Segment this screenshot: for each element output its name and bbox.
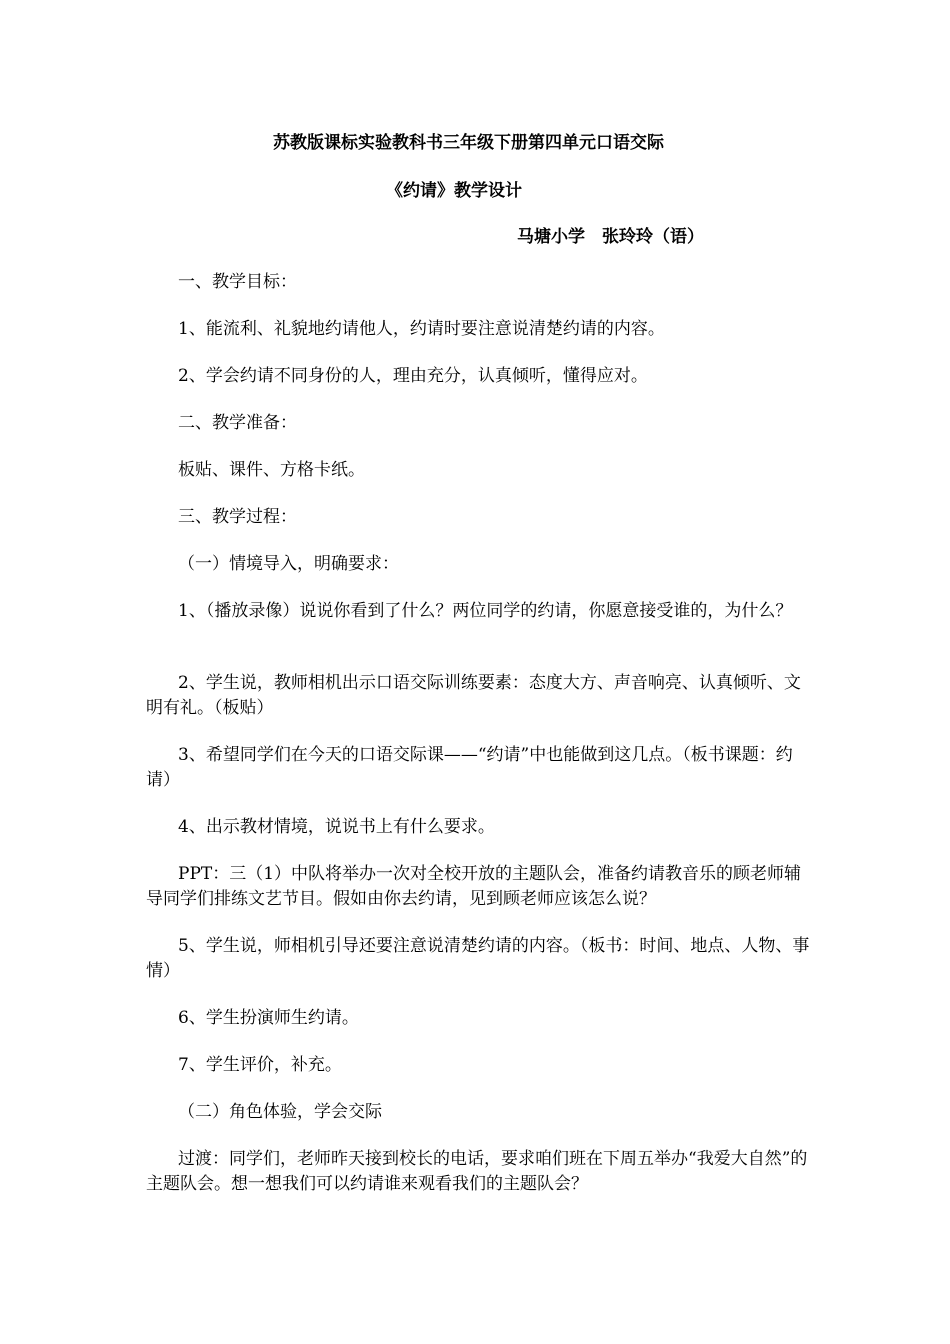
- section-heading-goals: 一、教学目标：: [178, 272, 297, 292]
- paragraph: 3、希望同学们在今天的口语交际课——“约请”中也能做到这几点。（板书课题：约请）: [146, 745, 793, 790]
- subsection-heading: （二）角色体验，学会交际: [178, 1102, 382, 1122]
- document-author: 马塘小学 张玲玲（语）: [517, 227, 704, 247]
- section-heading-preparation: 二、教学准备：: [178, 413, 297, 433]
- section-heading-process: 三、教学过程：: [178, 507, 297, 527]
- paragraph: 4、出示教材情境，说说书上有什么要求。: [178, 817, 495, 837]
- subsection-heading: （一）情境导入，明确要求：: [178, 554, 399, 574]
- paragraph: 1、（播放录像）说说你看到了什么？两位同学的约请，你愿意接受谁的，为什么？: [178, 601, 793, 621]
- document-subtitle: 《约请》教学设计: [386, 181, 522, 201]
- paragraph: 2、学生说，教师相机出示口语交际训练要素：态度大方、声音响亮、认真倾听、文明有礼。（板贴）: [146, 673, 801, 718]
- document-title: 苏教版课标实验教科书三年级下册第四单元口语交际: [273, 133, 664, 153]
- paragraph: 过渡：同学们，老师昨天接到校长的电话，要求咱们班在下周五举办“我爱大自然”的主题队会。想一想我们可以约请谁来观看我们的主题队会？: [146, 1149, 808, 1194]
- paragraph: 5、学生说，师相机引导还要注意说清楚约请的内容。（板书：时间、地点、人物、事情）: [146, 936, 810, 981]
- paragraph: 6、学生扮演师生约请。: [178, 1008, 359, 1028]
- paragraph: PPT：三（1）中队将举办一次对全校开放的主题队会，准备约请教音乐的顾老师辅导同学们排练文艺节目。假如由你去约请，见到顾老师应该怎么说？: [146, 864, 802, 909]
- paragraph: 2、学会约请不同身份的人，理由充分，认真倾听，懂得应对。: [178, 366, 648, 386]
- paragraph: 7、学生评价，补充。: [178, 1055, 342, 1075]
- paragraph: 板贴、课件、方格卡纸。: [178, 460, 365, 480]
- paragraph: 1、能流利、礼貌地约请他人，约请时要注意说清楚约请的内容。: [178, 319, 665, 339]
